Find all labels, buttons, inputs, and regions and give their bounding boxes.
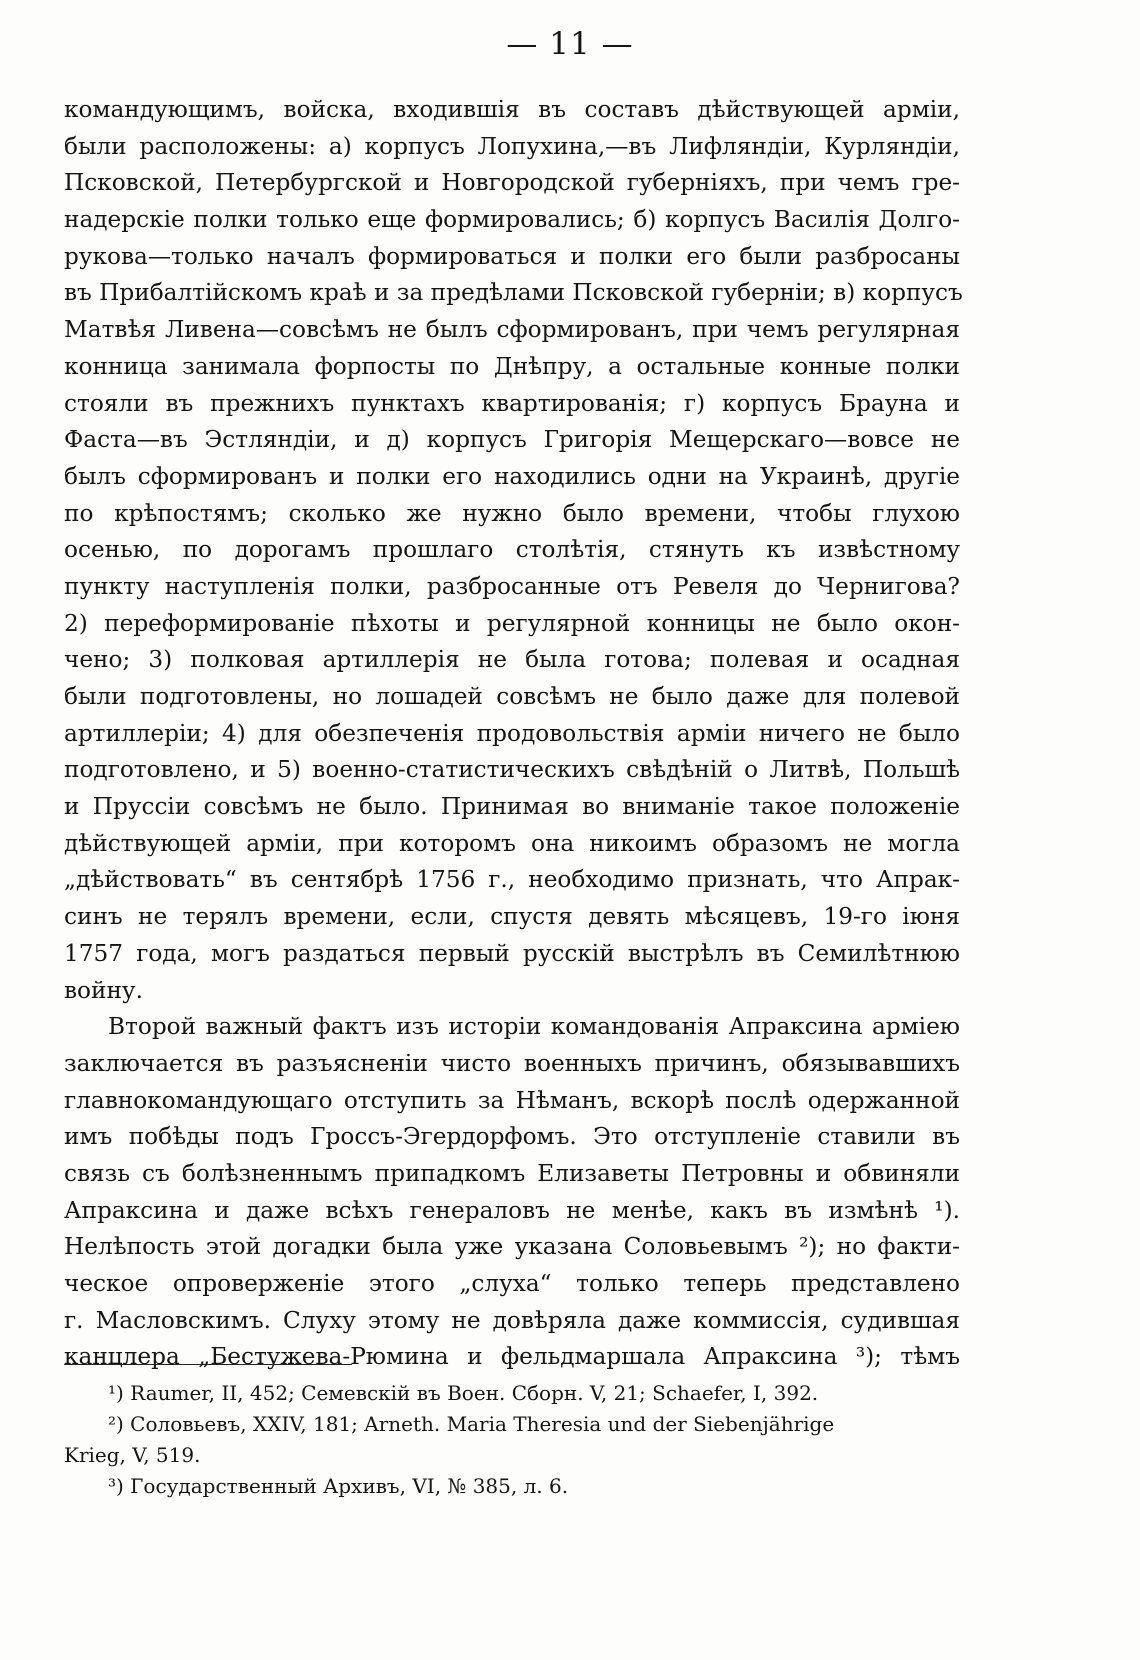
text-line: въ Прибалтійскомъ краѣ и за предѣлами Псковской губерніи; в) корпусъ (64, 279, 963, 307)
text-line: были расположены: а) корпусъ Лопухина,—въ Лифляндіи, Курляндіи, (64, 132, 960, 160)
footnote-1: ¹) Raumer, II, 452; Семевскій въ Воен. Сборн. V, 21; Schaefer, I, 392. (108, 1381, 819, 1405)
text-line: Фаста—въ Эстляндіи, и д) корпусъ Григорія Мещерскаго—вовсе не (64, 426, 960, 454)
footnote-2: ²) Соловьевъ, XXIV, 181; Arneth. Maria Theresia und der Siebenjährige (108, 1412, 835, 1436)
paragraph-start-line: Второй важный фактъ изъ исторіи командованія Апраксина арміею (108, 1013, 960, 1041)
text-line: имъ побѣды подъ Гроссъ-Эгердорфомъ. Это отступленіе ставили въ (64, 1123, 960, 1151)
text-line: Нелѣпость этой догадки была уже указана Соловьевымъ ²); но факти- (64, 1233, 960, 1261)
text-line: конница занимала форпосты по Днѣпру, а остальные конные полки (64, 352, 960, 380)
text-line: Псковской, Петербургской и Новгородской губерніяхъ, при чемъ гре- (64, 169, 960, 197)
text-line: былъ сформированъ и полки его находились одни на Украинѣ, другіе (64, 462, 960, 490)
text-line: пункту наступленія полки, разбросанные отъ Ревеля до Чернигова? (64, 572, 960, 600)
text-line: по крѣпостямъ; сколько же нужно было времени, чтобы глухою (64, 499, 960, 527)
text-line: рукова—только началъ формироваться и полки его были разбросаны (64, 242, 960, 270)
paragraph-end-line: войну. (64, 976, 143, 1004)
text-line: г. Масловскимъ. Слуху этому не довѣряла даже коммиссія, судившая (64, 1306, 960, 1334)
text-line: осенью, по дорогамъ прошлаго столѣтія, стянуть къ извѣстному (64, 536, 960, 564)
text-line: „дѣйствовать“ въ сентябрѣ 1756 г., необходимо признать, что Апрак- (64, 866, 960, 894)
text-line: заключается въ разъясненіи чисто военныхъ причинъ, обязывавшихъ (64, 1049, 960, 1077)
text-line: подготовлено, и 5) военно-статистическихъ свѣдѣній о Литвѣ, Польшѣ (64, 756, 960, 784)
text-line: стояли въ прежнихъ пунктахъ квартированія; г) корпусъ Брауна и (64, 389, 960, 417)
text-line: 2) переформированіе пѣхоты и регулярной конницы не было окон- (64, 609, 960, 637)
text-line: надерскіе полки только еще формировались; б) корпусъ Василія Долго- (64, 206, 960, 234)
text-line: артиллеріи; 4) для обезпеченія продовольствія арміи ничего не было (64, 719, 960, 747)
text-line: дѣйствующей арміи, при которомъ она никоимъ образомъ не могла (64, 829, 960, 857)
text-line: главнокомандующаго отступить за Нѣманъ, вскорѣ послѣ одержанной (64, 1086, 960, 1114)
text-line: связь съ болѣзненнымъ припадкомъ Елизаветы Петровны и обвиняли (64, 1159, 960, 1187)
page-number: — 11 — (506, 26, 634, 62)
text-line: 1757 года, могъ раздаться первый русскій выстрѣлъ въ Семилѣтнюю (64, 939, 960, 967)
text-line: канцлера „Бестужева-Рюмина и фельдмаршала Апраксина ³); тѣмъ (64, 1343, 960, 1371)
text-line: были подготовлены, но лошадей совсѣмъ не было даже для полевой (64, 683, 960, 710)
footnote-2-continuation: Krieg, V, 519. (64, 1443, 201, 1467)
text-line: Матвѣя Ливена—совсѣмъ не былъ сформированъ, при чемъ регулярная (64, 316, 960, 344)
footnote-divider (64, 1364, 352, 1365)
text-line: командующимъ, войска, входившія въ составъ дѣйствующей арміи, (64, 96, 960, 123)
footnote-3: ³) Государственный Архивъ, VI, № 385, л. 6. (108, 1474, 569, 1498)
body-text (64, 92, 963, 1376)
text-line: чено; 3) полковая артиллерія не была готова; полевая и осадная (64, 646, 960, 674)
text-line: ческое опроверженіе этого „слуха“ только теперь представлено (64, 1270, 960, 1297)
text-line: синъ не терялъ времени, если, спустя девять мѣсяцевъ, 19-го іюня (64, 903, 960, 931)
footnotes (64, 1378, 960, 1502)
text-line: и Пруссіи совсѣмъ не было. Принимая во вниманіе такое положеніе (64, 793, 960, 821)
text-line: Апраксина и даже всѣхъ генераловъ не менѣе, какъ въ измѣнѣ ¹). (64, 1196, 960, 1224)
